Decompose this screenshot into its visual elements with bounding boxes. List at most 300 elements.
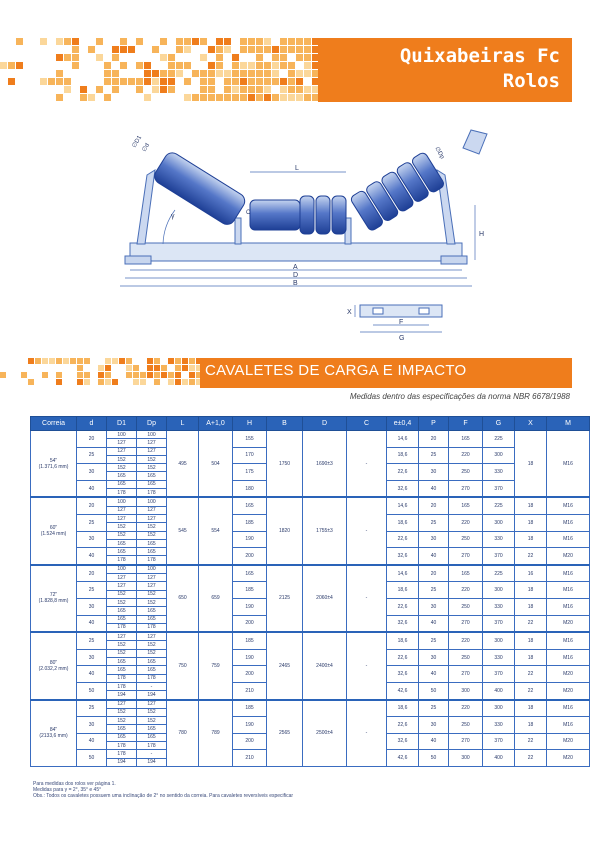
dp-cell: 178: [137, 674, 167, 682]
x-cell: 18: [515, 598, 547, 615]
x-cell: 18: [515, 700, 547, 717]
pixel-tile: [256, 94, 263, 101]
pixel-tile: [160, 54, 167, 61]
pixel-tile: [144, 78, 151, 85]
x-cell: 18: [515, 531, 547, 548]
m-cell: M20: [547, 548, 590, 565]
dim-phi-d: ∅d: [141, 142, 152, 153]
x-cell: 18: [515, 717, 547, 734]
p-cell: 40: [419, 733, 449, 750]
f-cell: 270: [449, 548, 483, 565]
h-cell: 210: [233, 750, 267, 767]
pixel-tile: [84, 372, 90, 378]
table-row: [31, 632, 590, 641]
pixel-tile: [112, 70, 119, 77]
l-cell: 495: [167, 431, 199, 498]
d1-cell: 178: [107, 623, 137, 632]
pixel-tile: [288, 62, 295, 69]
pixel-tile: [296, 94, 303, 101]
pixel-tile: [304, 70, 311, 77]
c-cell: -: [347, 431, 387, 498]
d1-cell: 152: [107, 464, 137, 472]
pixel-tile: [140, 379, 146, 385]
g-cell: 225: [483, 431, 515, 448]
x-cell: 22: [515, 750, 547, 767]
f-cell: 250: [449, 717, 483, 734]
m-cell: M20: [547, 615, 590, 632]
pixel-tile: [119, 358, 125, 364]
pixel-tile: [272, 46, 279, 53]
pixel-tile: [160, 38, 167, 45]
pixel-tile: [168, 62, 175, 69]
dim-B: B: [293, 280, 298, 287]
header-line1: Quixabeiras Fc: [399, 45, 560, 67]
dim-D: D: [293, 272, 299, 279]
pixel-tile: [154, 372, 160, 378]
pixel-tile: [240, 38, 247, 45]
pixel-tile: [56, 38, 63, 45]
dp-cell: 152: [137, 717, 167, 725]
b-cell: 1750: [267, 431, 303, 498]
pixel-tile: [56, 372, 62, 378]
dp-cell: 152: [137, 455, 167, 463]
pixel-tile: [98, 372, 104, 378]
dp-cell: 165: [137, 733, 167, 741]
pixel-tile: [304, 54, 311, 61]
pixel-tile: [161, 372, 167, 378]
pixel-tile: [224, 46, 231, 53]
pixel-tile: [16, 62, 23, 69]
pixel-tile: [280, 78, 287, 85]
d1-cell: 100: [107, 431, 137, 439]
dp-cell: 178: [137, 489, 167, 498]
pixel-tile: [120, 46, 127, 53]
pixel-tile: [296, 70, 303, 77]
pixel-tile: [120, 78, 127, 85]
pixel-tile: [56, 78, 63, 85]
pixel-tile: [168, 379, 174, 385]
impact-ring-2: [316, 196, 330, 234]
h-cell: 180: [233, 480, 267, 497]
pixel-tile: [105, 365, 111, 371]
pixel-tile: [272, 54, 279, 61]
column-header: P: [419, 417, 449, 431]
column-header: M: [547, 417, 590, 431]
pixel-tile: [136, 78, 143, 85]
pixel-tile: [72, 38, 79, 45]
pixel-tile: [77, 372, 83, 378]
pixel-tile: [280, 46, 287, 53]
m-cell: M20: [547, 733, 590, 750]
e-cell: 22,6: [387, 598, 419, 615]
pixel-tile: [256, 46, 263, 53]
m-cell: M20: [547, 682, 590, 699]
pixel-tile: [154, 365, 160, 371]
f-cell: 220: [449, 700, 483, 717]
pixel-tile: [152, 46, 159, 53]
pixel-tile: [216, 46, 223, 53]
pixel-tile: [21, 372, 27, 378]
e-cell: 32,6: [387, 548, 419, 565]
d-cell: 25: [77, 700, 107, 717]
pixel-tile: [126, 358, 132, 364]
pixel-tile: [216, 62, 223, 69]
d1-cell: 178: [107, 556, 137, 565]
pixel-tile: [168, 70, 175, 77]
column-header: d: [77, 417, 107, 431]
pixel-tile: [296, 54, 303, 61]
slot-detail: [360, 305, 442, 317]
e-cell: 22,6: [387, 649, 419, 666]
pixel-tile: [264, 46, 271, 53]
dp-cell: 100: [137, 431, 167, 439]
pixel-tile: [144, 62, 151, 69]
pixel-tile: [192, 38, 199, 45]
table-row: [31, 497, 590, 506]
pixel-tile: [176, 62, 183, 69]
pixel-tile: [232, 70, 239, 77]
g-cell: 400: [483, 750, 515, 767]
x-cell: 18: [515, 514, 547, 531]
pixel-tile: [240, 86, 247, 93]
pixel-tile: [264, 86, 271, 93]
pixel-tile: [168, 78, 175, 85]
pixel-tile: [112, 78, 119, 85]
m-cell: M16: [547, 649, 590, 666]
correia-inches: 80": [49, 659, 58, 666]
pixel-tile: [152, 70, 159, 77]
e-cell: 18,6: [387, 700, 419, 717]
dim-gamma: γ: [171, 213, 175, 220]
pixel-tile: [208, 70, 215, 77]
pixel-tile: [304, 94, 311, 101]
pixel-tile: [176, 70, 183, 77]
pixel-tile: [184, 62, 191, 69]
m-cell: M16: [547, 431, 590, 498]
d1-cell: 165: [107, 615, 137, 623]
pixel-tile: [84, 358, 90, 364]
h-cell: 165: [233, 565, 267, 582]
b-cell: 2465: [267, 632, 303, 699]
pixel-tile: [104, 78, 111, 85]
a-cell: 504: [199, 431, 233, 498]
middle-stand-left: [235, 218, 241, 244]
c-cell: -: [347, 700, 387, 767]
pixel-tile: [168, 86, 175, 93]
d-cell: 20: [77, 565, 107, 582]
pixel-tile: [224, 78, 231, 85]
p-cell: 50: [419, 750, 449, 767]
x-cell: 16: [515, 565, 547, 582]
h-cell: 165: [233, 497, 267, 514]
pixel-tile: [208, 46, 215, 53]
h-cell: 185: [233, 582, 267, 599]
pixel-tile: [256, 62, 263, 69]
column-header: L: [167, 417, 199, 431]
pixel-tile: [154, 379, 160, 385]
pixel-tile: [200, 38, 207, 45]
column-header: A+1,0: [199, 417, 233, 431]
pixel-tile: [216, 38, 223, 45]
pixel-tile: [240, 62, 247, 69]
pixel-tile: [200, 54, 207, 61]
g-cell: 370: [483, 480, 515, 497]
pixel-tile: [288, 86, 295, 93]
pixel-tile: [154, 358, 160, 364]
pixel-tile: [296, 78, 303, 85]
pixel-tile: [200, 78, 207, 85]
pixel-tile: [232, 86, 239, 93]
l-cell: 545: [167, 497, 199, 564]
e-cell: 18,6: [387, 447, 419, 464]
e-cell: 42,6: [387, 682, 419, 699]
pixel-tile: [189, 358, 195, 364]
p-cell: 25: [419, 514, 449, 531]
h-cell: 170: [233, 447, 267, 464]
footnotes: [33, 781, 293, 799]
pixel-tile: [256, 54, 263, 61]
e-cell: 14,6: [387, 431, 419, 448]
a-cell: 659: [199, 565, 233, 632]
pixel-tile: [152, 86, 159, 93]
dp-cell: 100: [137, 497, 167, 506]
pixel-tile: [105, 358, 111, 364]
pixel-tile: [136, 62, 143, 69]
e-cell: 32,6: [387, 480, 419, 497]
pixel-tile: [56, 358, 62, 364]
dp-cell: 127: [137, 506, 167, 514]
dim-H: H: [479, 231, 485, 238]
p-cell: 40: [419, 615, 449, 632]
pixel-tile: [224, 86, 231, 93]
b-cell: 1820: [267, 497, 303, 564]
pixel-tile: [216, 94, 223, 101]
d-cell: 30: [77, 717, 107, 734]
dp-cell: -: [137, 682, 167, 690]
pixel-tile: [144, 70, 151, 77]
correia-cell: [31, 632, 77, 699]
e-cell: 32,6: [387, 615, 419, 632]
dp-cell: 178: [137, 556, 167, 565]
d1-cell: 127: [107, 439, 137, 447]
pixel-tile: [224, 94, 231, 101]
m-cell: M16: [547, 598, 590, 615]
p-cell: 30: [419, 649, 449, 666]
pixel-tile: [128, 46, 135, 53]
p-cell: 30: [419, 598, 449, 615]
d1-cell: 165: [107, 733, 137, 741]
dp-cell: 165: [137, 658, 167, 666]
pixel-tile: [49, 358, 55, 364]
pixel-tile: [104, 62, 111, 69]
dp-cell: 152: [137, 523, 167, 531]
d1-cell: 165: [107, 480, 137, 488]
dp-cell: 165: [137, 472, 167, 480]
a-cell: 789: [199, 700, 233, 767]
b-cell: 2565: [267, 700, 303, 767]
g-cell: 300: [483, 514, 515, 531]
pixel-tile: [72, 54, 79, 61]
c-cell: -: [347, 565, 387, 632]
x-cell: 22: [515, 615, 547, 632]
p-cell: 25: [419, 700, 449, 717]
dp-cell: 152: [137, 590, 167, 598]
impact-ring-1: [300, 196, 314, 234]
p-cell: 20: [419, 565, 449, 582]
pixel-tile: [0, 372, 6, 378]
pixel-tile: [248, 86, 255, 93]
g-cell: 300: [483, 632, 515, 649]
pixel-tile: [208, 62, 215, 69]
pixel-tile: [80, 94, 87, 101]
pixel-tile: [96, 54, 103, 61]
m-cell: M20: [547, 666, 590, 683]
pixel-tile: [184, 46, 191, 53]
d1-cell: 127: [107, 447, 137, 455]
pixel-tile: [175, 372, 181, 378]
pixel-tile: [48, 78, 55, 85]
left-inclined-roll: [152, 150, 248, 228]
pixel-tile: [144, 94, 151, 101]
pixel-tile: [105, 379, 111, 385]
d1-cell: 127: [107, 506, 137, 514]
dp-cell: 178: [137, 741, 167, 749]
d1-cell: 165: [107, 725, 137, 733]
d-cell: 30: [77, 598, 107, 615]
column-header: G: [483, 417, 515, 431]
correia-cell: [31, 431, 77, 498]
pixel-tile: [248, 46, 255, 53]
pixel-tile: [304, 62, 311, 69]
pixel-tile: [272, 62, 279, 69]
correia-cell: [31, 497, 77, 564]
pixel-tile: [161, 365, 167, 371]
e-cell: 18,6: [387, 514, 419, 531]
p-cell: 25: [419, 447, 449, 464]
pixel-tile: [189, 365, 195, 371]
pixel-tile: [224, 38, 231, 45]
d1-cell: 152: [107, 531, 137, 539]
base-foot-right: [441, 256, 467, 264]
f-cell: 300: [449, 750, 483, 767]
pixel-tile: [272, 94, 279, 101]
p-cell: 25: [419, 632, 449, 649]
f-cell: 220: [449, 632, 483, 649]
dim-F: F: [399, 319, 404, 326]
pixel-tile: [152, 78, 159, 85]
g-cell: 225: [483, 497, 515, 514]
impact-ring-3: [332, 196, 346, 234]
pixel-tile: [160, 70, 167, 77]
m-cell: M16: [547, 700, 590, 717]
pixel-tile: [28, 379, 34, 385]
pixel-tile: [200, 86, 207, 93]
a-cell: 759: [199, 632, 233, 699]
correia-inches: 54": [49, 457, 58, 464]
pixel-tile: [77, 379, 83, 385]
pixel-tile: [208, 78, 215, 85]
dp-cell: 127: [137, 700, 167, 709]
pixel-tile: [168, 54, 175, 61]
dp-cell: 165: [137, 539, 167, 547]
dp-cell: 152: [137, 641, 167, 649]
table-header-row: [31, 417, 590, 431]
pixel-tile: [168, 358, 174, 364]
f-cell: 165: [449, 431, 483, 448]
pixel-tile: [184, 38, 191, 45]
pixel-tile: [56, 70, 63, 77]
d1-cell: 165: [107, 658, 137, 666]
e-cell: 22,6: [387, 464, 419, 481]
pixel-tile: [280, 54, 287, 61]
pixel-tile: [120, 38, 127, 45]
note-2: Medidas para γ = 2°, 35° e 45°: [33, 787, 102, 793]
pixel-tile: [80, 86, 87, 93]
e-cell: 14,6: [387, 565, 419, 582]
pixel-tile: [120, 62, 127, 69]
dim-G: G: [399, 335, 405, 342]
dd-cell: 1690±3: [303, 431, 347, 498]
h-cell: 200: [233, 666, 267, 683]
d1-cell: 152: [107, 708, 137, 716]
c-cell: -: [347, 632, 387, 699]
header-line2: Rolos: [502, 70, 560, 92]
pixel-tile: [147, 358, 153, 364]
dim-phi-d1: ∅D1: [131, 134, 144, 149]
pixel-tile: [256, 38, 263, 45]
dp-cell: 152: [137, 464, 167, 472]
pixel-tile: [264, 94, 271, 101]
p-cell: 30: [419, 464, 449, 481]
g-cell: 370: [483, 666, 515, 683]
h-cell: 185: [233, 632, 267, 649]
f-cell: 220: [449, 514, 483, 531]
pixel-tile: [280, 38, 287, 45]
d1-cell: 178: [107, 682, 137, 690]
d-cell: 20: [77, 497, 107, 514]
table-row: [31, 700, 590, 709]
f-cell: 165: [449, 497, 483, 514]
h-cell: 200: [233, 733, 267, 750]
x-cell: 18: [515, 632, 547, 649]
pixel-tile: [64, 78, 71, 85]
g-cell: 300: [483, 700, 515, 717]
d1-cell: 152: [107, 641, 137, 649]
g-cell: 370: [483, 548, 515, 565]
pixel-tile: [147, 365, 153, 371]
g-cell: 370: [483, 733, 515, 750]
table-body: [31, 431, 590, 767]
dd-cell: 1755±3: [303, 497, 347, 564]
column-header: F: [449, 417, 483, 431]
pixel-tile: [88, 46, 95, 53]
pixel-tile: [147, 372, 153, 378]
pixel-tile: [72, 62, 79, 69]
dp-cell: 127: [137, 574, 167, 582]
d1-cell: 127: [107, 700, 137, 709]
p-cell: 30: [419, 717, 449, 734]
correia-cell: [31, 700, 77, 767]
d-cell: 25: [77, 447, 107, 464]
pixel-tile: [208, 94, 215, 101]
pixel-tile: [216, 54, 223, 61]
correia-cell: [31, 565, 77, 632]
h-cell: 200: [233, 548, 267, 565]
pixel-tile: [240, 46, 247, 53]
pixel-tile: [63, 358, 69, 364]
pixel-tile: [104, 94, 111, 101]
pixel-tile: [136, 86, 143, 93]
